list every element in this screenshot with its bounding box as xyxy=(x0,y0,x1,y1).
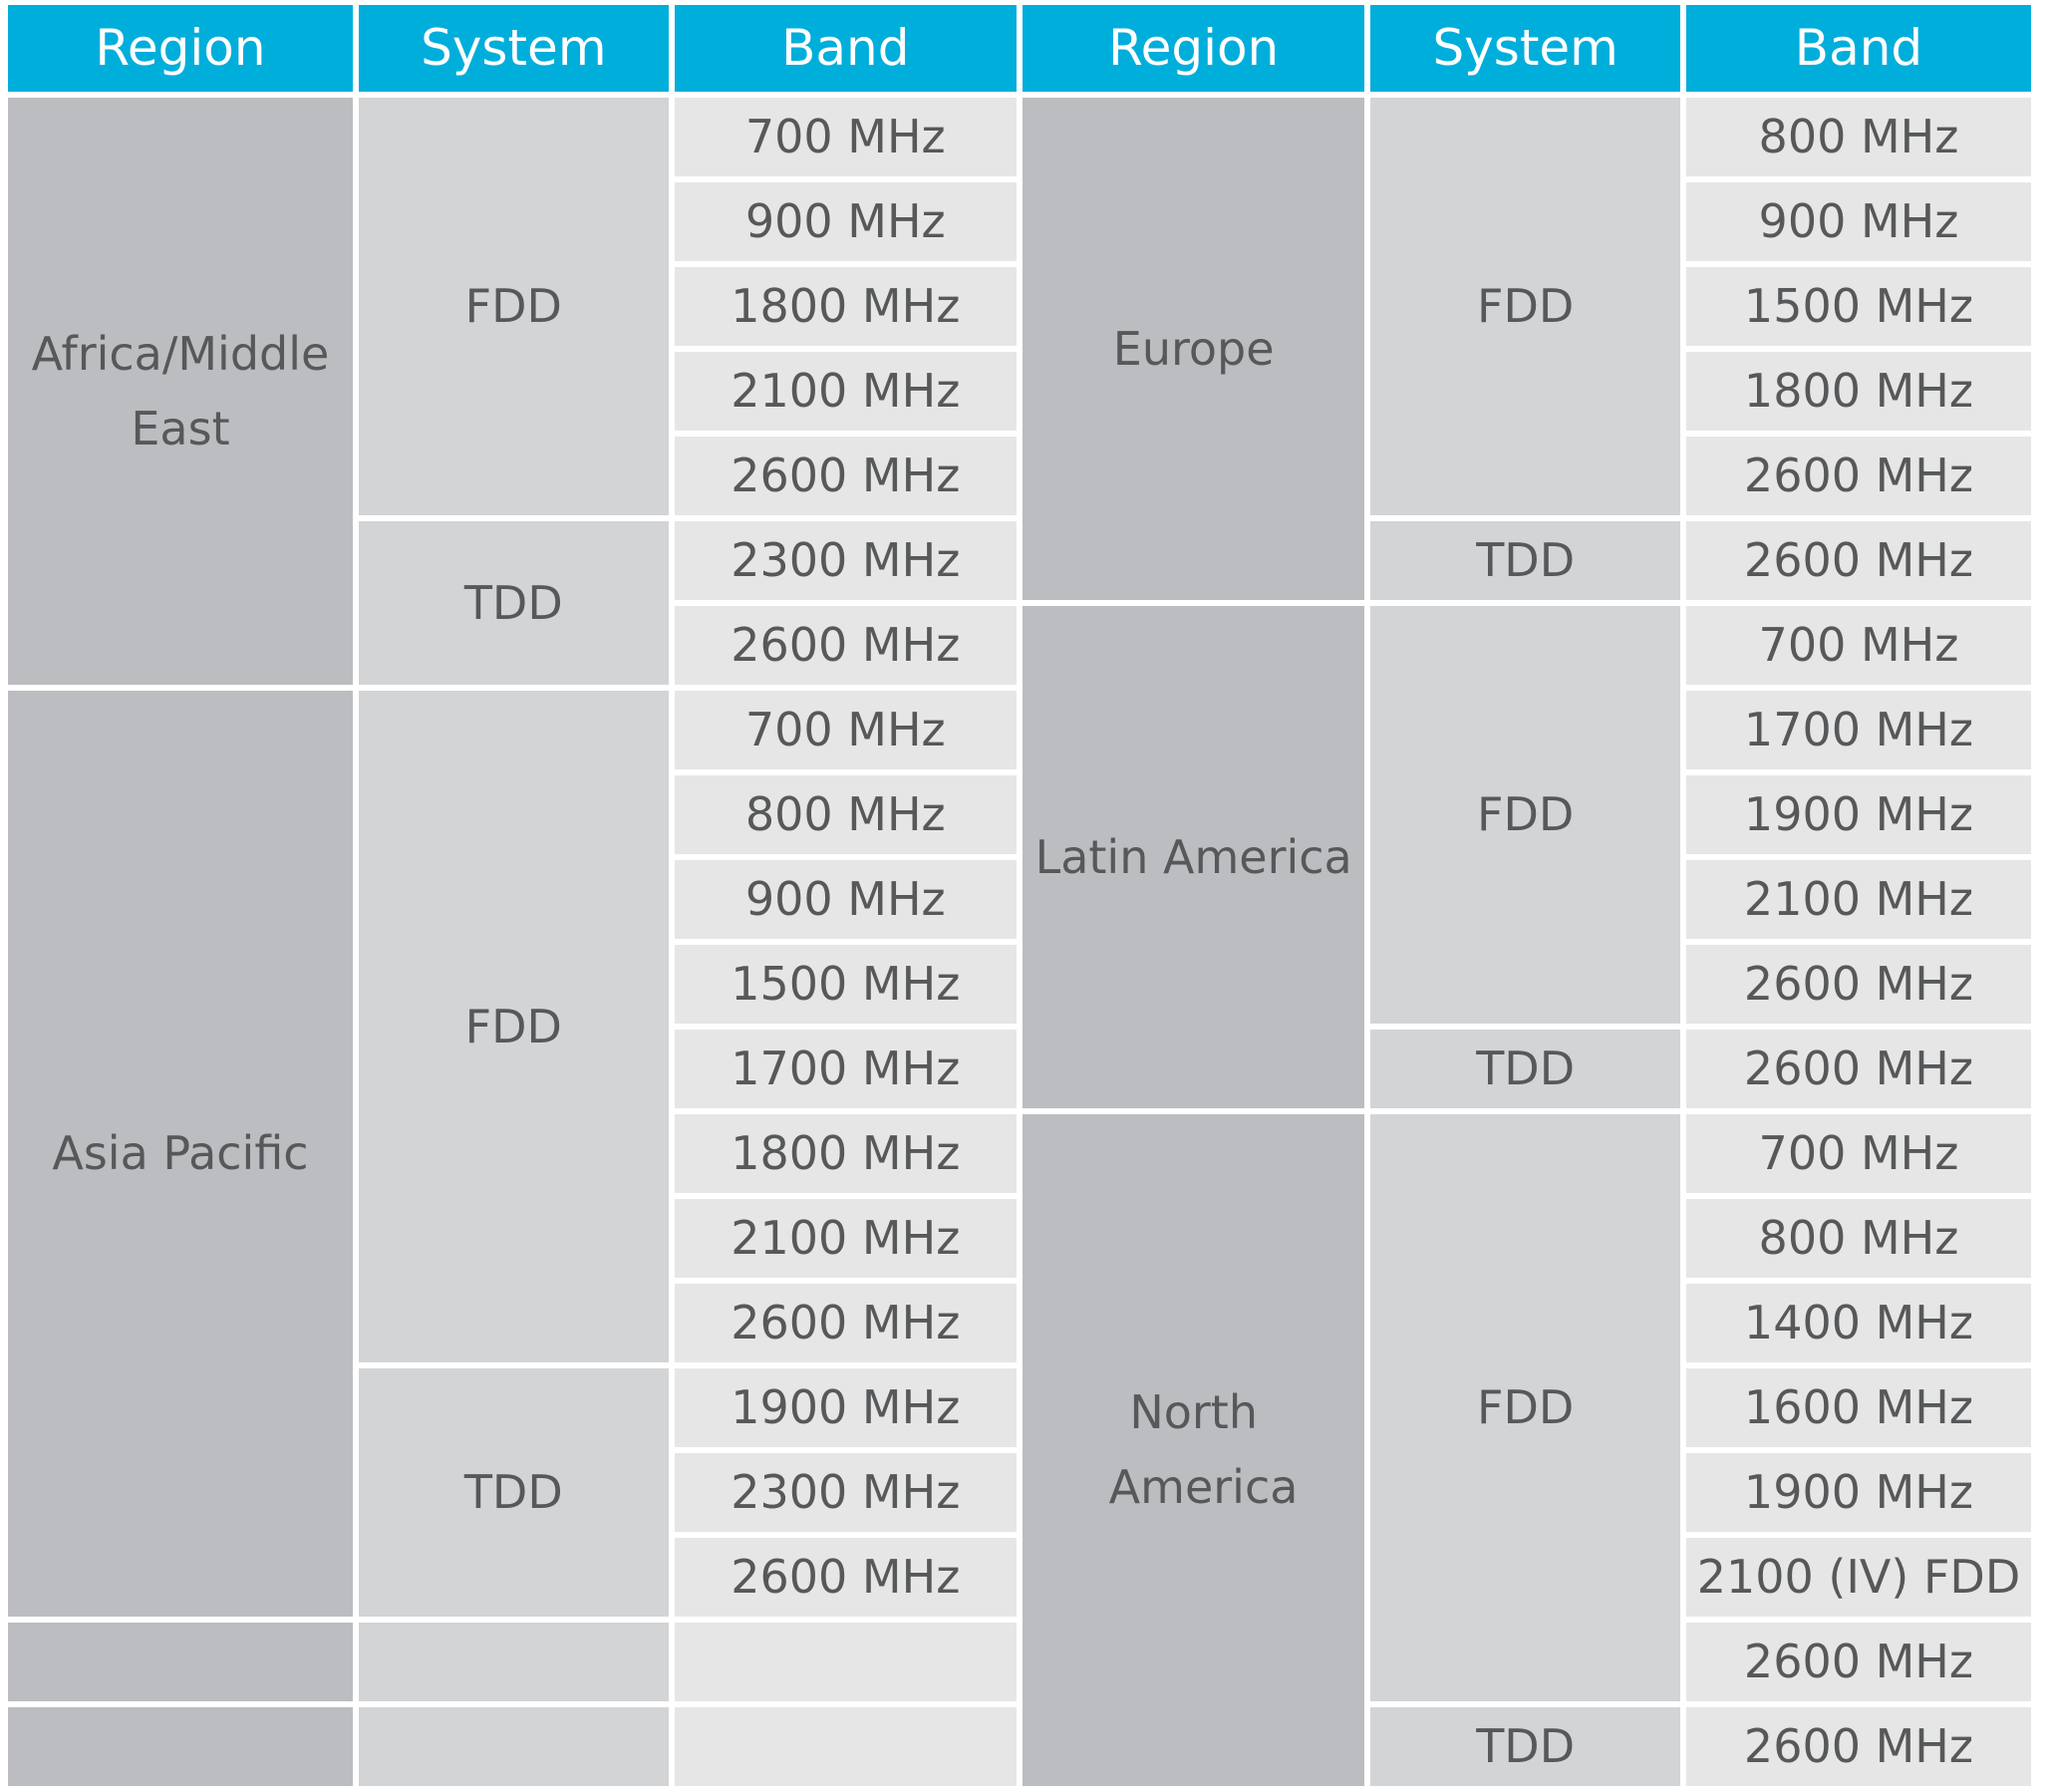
band-cell: 2100 MHz xyxy=(675,1199,1017,1278)
header-region-right: Region xyxy=(1023,5,1364,92)
band-cell: 1700 MHz xyxy=(1686,691,2031,769)
region-europe xyxy=(1023,98,1364,600)
empty-system-cell xyxy=(359,1707,669,1786)
system-tdd xyxy=(1370,1030,1680,1108)
band-cell: 2600 MHz xyxy=(675,1538,1017,1617)
system-tdd xyxy=(1370,521,1680,600)
table-row xyxy=(8,1623,2031,1701)
region-label: Latin America xyxy=(1034,829,1352,884)
band-cell: 700 MHz xyxy=(675,691,1017,769)
system-label: TDD xyxy=(1476,533,1576,588)
band-cell: 900 MHz xyxy=(1686,182,2031,261)
band-cell: 1800 MHz xyxy=(1686,352,2031,431)
system-label: FDD xyxy=(464,999,562,1053)
band-cell: 1900 MHz xyxy=(1686,775,2031,854)
region-label: North America xyxy=(1108,1385,1299,1514)
band-cell: 2300 MHz xyxy=(675,521,1017,600)
band-cell: 700 MHz xyxy=(675,98,1017,176)
band-cell: 2600 MHz xyxy=(675,437,1017,515)
band-cell: 1800 MHz xyxy=(675,1114,1017,1193)
band-cell: 2100 MHz xyxy=(675,352,1017,431)
band-cell: 1700 MHz xyxy=(675,1030,1017,1108)
band-cell: 900 MHz xyxy=(675,182,1017,261)
header-region-left: Region xyxy=(8,5,353,92)
system-label: FDD xyxy=(464,279,562,334)
system-fdd xyxy=(1370,606,1680,1024)
band-cell: 2600 MHz xyxy=(1686,437,2031,515)
system-tdd xyxy=(359,1368,669,1617)
band-cell: 700 MHz xyxy=(1686,606,2031,685)
empty-region-cell xyxy=(8,1623,353,1701)
region-north-america xyxy=(1023,1114,1364,1786)
empty-system-cell xyxy=(359,1623,669,1701)
system-fdd xyxy=(1370,98,1680,515)
band-cell: 1500 MHz xyxy=(675,945,1017,1024)
band-cell: 2600 MHz xyxy=(675,1284,1017,1362)
band-cell: 2600 MHz xyxy=(1686,1707,2031,1786)
system-tdd xyxy=(359,521,669,685)
band-cell: 1400 MHz xyxy=(1686,1284,2031,1362)
region-africa-middle-east xyxy=(8,98,353,685)
system-label: TDD xyxy=(1476,1042,1576,1096)
band-cell: 2600 MHz xyxy=(1686,945,2031,1024)
table-row xyxy=(8,691,2031,769)
band-cell: 1900 MHz xyxy=(675,1368,1017,1447)
header-band-right: Band xyxy=(1686,5,2031,92)
system-label: FDD xyxy=(1477,1380,1575,1435)
system-label: TDD xyxy=(463,575,563,630)
system-fdd xyxy=(359,98,669,515)
band-cell: 800 MHz xyxy=(1686,1199,2031,1278)
system-fdd xyxy=(1370,1114,1680,1701)
header-row xyxy=(8,5,2031,92)
region-label: Asia Pacific xyxy=(52,1126,309,1181)
table-row xyxy=(8,1707,2031,1786)
region-label: Europe xyxy=(1112,321,1275,376)
band-cell: 1800 MHz xyxy=(675,267,1017,346)
table-row xyxy=(8,98,2031,176)
region-latin-america xyxy=(1023,606,1364,1108)
region-asia-pacific xyxy=(8,691,353,1617)
band-cell: 1900 MHz xyxy=(1686,1453,2031,1532)
system-label: FDD xyxy=(1477,787,1575,842)
system-label: TDD xyxy=(1476,1719,1576,1774)
band-cell: 900 MHz xyxy=(675,860,1017,939)
lte-band-table xyxy=(2,0,2037,1792)
band-cell: 800 MHz xyxy=(675,775,1017,854)
empty-band-cell xyxy=(675,1707,1017,1786)
band-cell: 2600 MHz xyxy=(1686,1030,2031,1108)
system-tdd xyxy=(1370,1707,1680,1786)
band-cell: 1500 MHz xyxy=(1686,267,2031,346)
region-label: Africa/Middle East xyxy=(31,326,330,455)
band-cell: 2600 MHz xyxy=(1686,521,2031,600)
band-cell: 2100 (IV) FDD xyxy=(1686,1538,2031,1617)
header-system-left: System xyxy=(359,5,669,92)
band-cell: 700 MHz xyxy=(1686,1114,2031,1193)
header-band-left: Band xyxy=(675,5,1017,92)
band-cell: 1600 MHz xyxy=(1686,1368,2031,1447)
band-cell: 800 MHz xyxy=(1686,98,2031,176)
empty-band-cell xyxy=(675,1623,1017,1701)
system-fdd xyxy=(359,691,669,1362)
system-label: FDD xyxy=(1477,279,1575,334)
band-cell: 2600 MHz xyxy=(1686,1623,2031,1701)
band-cell: 2600 MHz xyxy=(675,606,1017,685)
header-system-right: System xyxy=(1370,5,1680,92)
band-cell: 2300 MHz xyxy=(675,1453,1017,1532)
system-label: TDD xyxy=(463,1465,563,1520)
empty-region-cell xyxy=(8,1707,353,1786)
band-cell: 2100 MHz xyxy=(1686,860,2031,939)
